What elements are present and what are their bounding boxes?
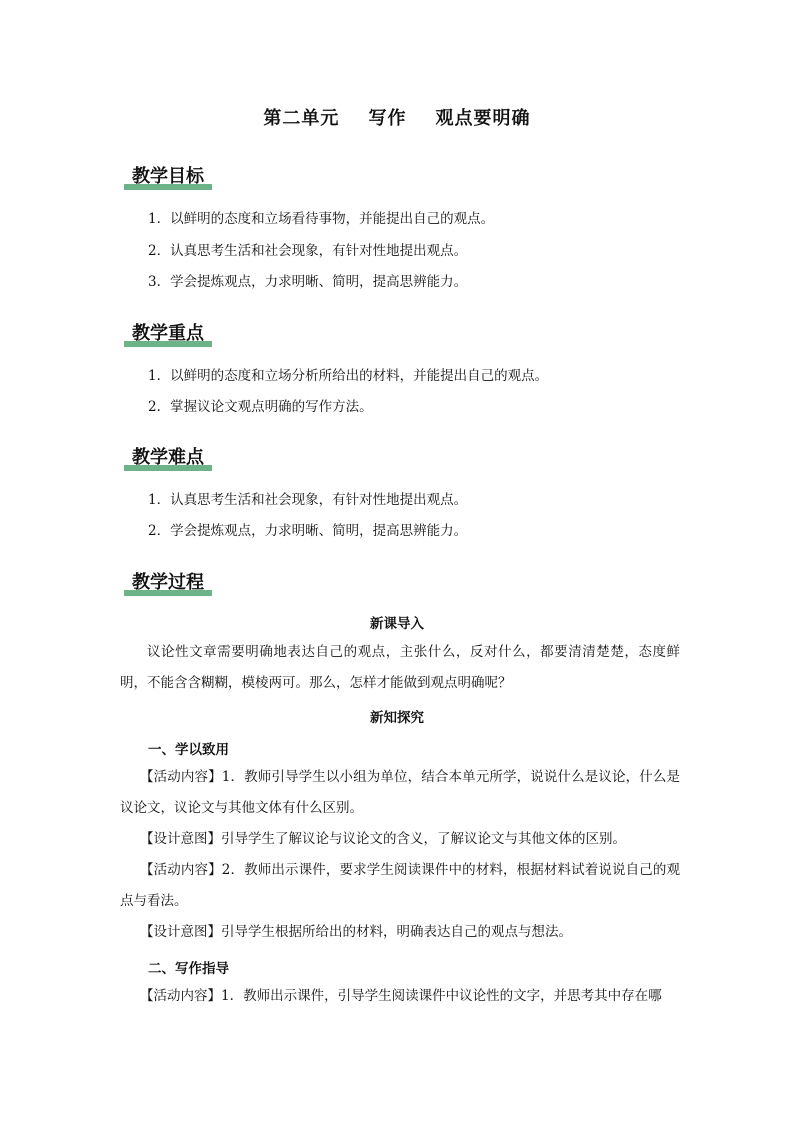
intro-title: 新课导入 [370, 616, 424, 632]
activity-paragraph: 【活动内容】1．教师出示课件，引导学生阅读课件中议论性的文字，并思考其中存在哪 [140, 988, 662, 1004]
design-paragraph: 【设计意图】引导学生根据所给出的材料，明确表达自己的观点与想法。 [140, 924, 572, 940]
heading-difficulties: 教学难点 [128, 443, 206, 469]
design-paragraph: 【设计意图】引导学生了解议论与议论文的含义，了解议论文与其他文体的区别。 [140, 831, 626, 847]
intro-paragraph: 议论性文章需要明确地表达自己的观点，主张什么，反对什么，都要清清楚楚，态度鲜明，不能含含糊糊，模棱两可。那么，怎样才能做到观点明确呢？ [120, 644, 680, 691]
explore-title: 新知探究 [370, 710, 424, 726]
activity-paragraph: 【活动内容】2．教师出示课件，要求学生阅读课件中的材料，根据材料试着说说自己的观点与看法。 [120, 862, 680, 909]
difficulty-item: 1．认真思考生活和社会现象，有针对性地提出观点。 [148, 492, 468, 508]
page-title: 第二单元 写作 观点要明确 [263, 108, 531, 129]
difficulty-item: 2．学会提炼观点，力求明晰、简明，提高思辨能力。 [148, 523, 468, 539]
heading-key-points: 教学重点 [128, 319, 206, 345]
objective-item: 1．以鲜明的态度和立场看待事物，并能提出自己的观点。 [148, 211, 495, 227]
heading-process: 教学过程 [128, 568, 206, 594]
key-point-item: 2．掌握议论文观点明确的写作方法。 [148, 399, 373, 415]
part2-title: 二、写作指导 [148, 961, 229, 977]
key-point-item: 1．以鲜明的态度和立场分析所给出的材料，并能提出自己的观点。 [148, 368, 549, 384]
objective-item: 2．认真思考生活和社会现象，有针对性地提出观点。 [148, 243, 468, 259]
part1-title: 一、学以致用 [148, 742, 229, 758]
objective-item: 3．学会提炼观点，力求明晰、简明，提高思辨能力。 [148, 274, 468, 290]
activity-paragraph: 【活动内容】1．教师引导学生以小组为单位，结合本单元所学，说说什么是议论，什么是议论文，议论文与其他文体有什么区别。 [120, 769, 680, 816]
heading-objectives: 教学目标 [128, 162, 206, 188]
